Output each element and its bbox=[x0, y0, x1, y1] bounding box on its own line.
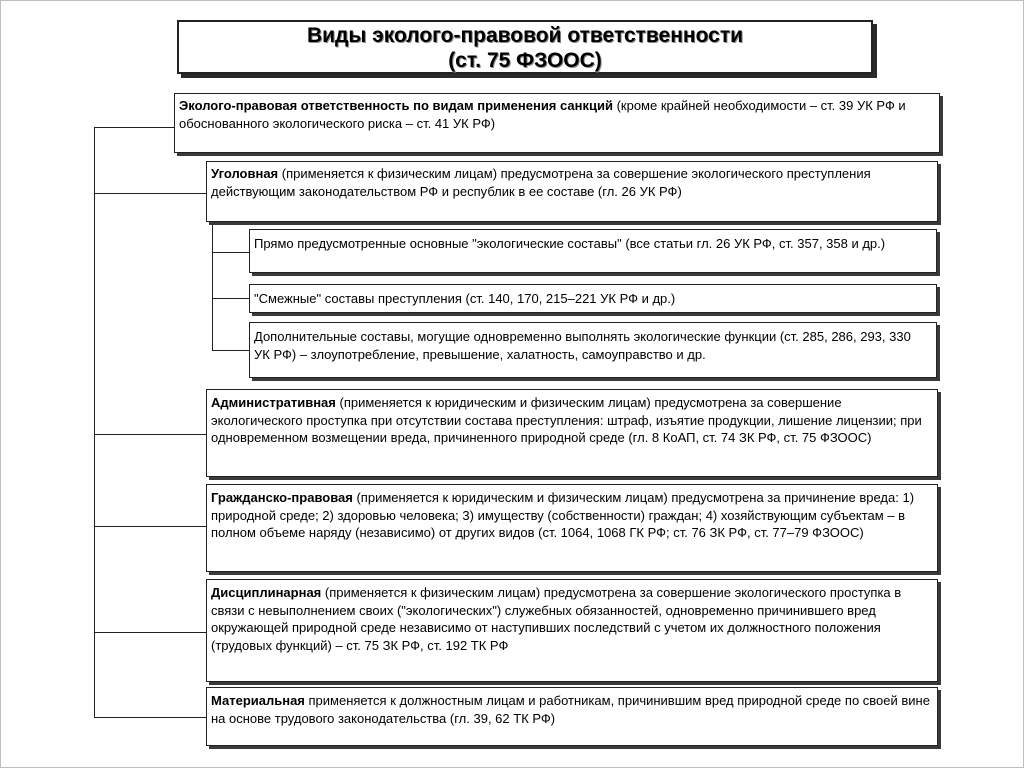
connector-material bbox=[94, 717, 206, 718]
administrative-box bbox=[206, 389, 938, 477]
connector-sub-1 bbox=[212, 252, 249, 253]
title-line-1: Виды эколого-правовой ответственности bbox=[306, 24, 744, 47]
criminal-box-text: (применяется к физическим лицам) предусмотрена за совершение экологического преступления действующим законодательством РФ и республик в ее составе (гл. 26 УК РФ) bbox=[211, 166, 871, 199]
criminal-sub-box-3 bbox=[249, 322, 937, 378]
criminal-box bbox=[206, 161, 938, 222]
connector-civil bbox=[94, 526, 206, 527]
criminal-sub-box-2-text: "Смежные" составы преступления (ст. 140, 170, 215–221 УК РФ и др.) bbox=[254, 291, 676, 306]
civil-box-bold: Гражданско-правовая bbox=[211, 490, 353, 505]
material-box bbox=[206, 687, 938, 746]
connector-sub-2 bbox=[212, 298, 249, 299]
criminal-box-bold: Уголовная bbox=[211, 166, 279, 181]
material-box-text: применяется к должностным лицам и работникам, причинившим вред природной среде по своей вине на основе трудового законодательства (гл. 39, 62 ТК РФ) bbox=[211, 693, 930, 726]
administrative-box-text: (применяется к юридическим и физическим лицам) предусмотрена за совершение экологического проступка при отсутствии состава преступления: штраф, изъятие продукции, лишение лицензии; при одновременном возмещении вреда, причиненного природной среде (гл. 8 КоАП, ст. 74 ЗК РФ, ст. 75 ФЗООС) bbox=[211, 395, 922, 445]
root-box bbox=[174, 93, 940, 153]
disciplinary-box bbox=[206, 579, 938, 682]
title-line-2: (ст. 75 ФЗООС) bbox=[448, 49, 602, 72]
material-box-bold: Материальная bbox=[211, 693, 305, 708]
connector-sub-3 bbox=[212, 350, 249, 351]
civil-box-text: (применяется к юридическим и физическим лицам) предусмотрена за причинение вреда: 1) природной среде; 2) здоровью человека; 3) имуществу (собственности) граждан; 4) хозяйствующим субъектам – в полном объеме наряду (независимо) от других видов (ст. 1064, 1068 ГК РФ; ст. 76 ЗК РФ, ст. 77–79 ФЗООС) bbox=[211, 490, 915, 540]
civil-box bbox=[206, 484, 938, 572]
connector-root bbox=[94, 127, 174, 128]
criminal-sub-box-3-text: Дополнительные составы, могущие одновременно выполнять экологические функции (ст. 285, 286, 293, 330 УК РФ) – злоупотребление, превышение, халатность, самоуправство и др. bbox=[254, 329, 911, 362]
criminal-sub-box-2 bbox=[249, 284, 937, 313]
criminal-sub-box-1-text: Прямо предусмотренные основные "экологические составы" (все статьи гл. 26 УК РФ, ст. 357, 358 и др.) bbox=[254, 236, 886, 251]
root-box-text: (кроме крайней необходимости – ст. 39 УК РФ и обоснованного экологического риска – ст. 41 УК РФ) bbox=[179, 98, 906, 131]
disciplinary-box-bold: Дисциплинарная bbox=[211, 585, 322, 600]
connector-criminal bbox=[94, 193, 206, 194]
root-box-bold: Эколого-правовая ответственность по видам применения санкций bbox=[179, 98, 613, 113]
disciplinary-box-text: (применяется к физическим лицам) предусмотрена за совершение экологического проступка в связи с невыполнением своих ("экологических") служебных обязанностей, одновременно причинившего вред окружающей природной среде независимо от наступивших последствий с учетом их должностного положения (трудовых функций) – ст. 75 ЗК РФ, ст. 192 ТК РФ bbox=[211, 585, 902, 653]
connector-disciplinary bbox=[94, 632, 206, 633]
criminal-sub-box-1 bbox=[249, 229, 937, 273]
criminal-sub-trunk-line bbox=[212, 222, 213, 350]
diagram-title bbox=[177, 20, 873, 74]
connector-administrative bbox=[94, 434, 206, 435]
main-trunk-line bbox=[94, 127, 95, 717]
administrative-box-bold: Административная bbox=[211, 395, 336, 410]
